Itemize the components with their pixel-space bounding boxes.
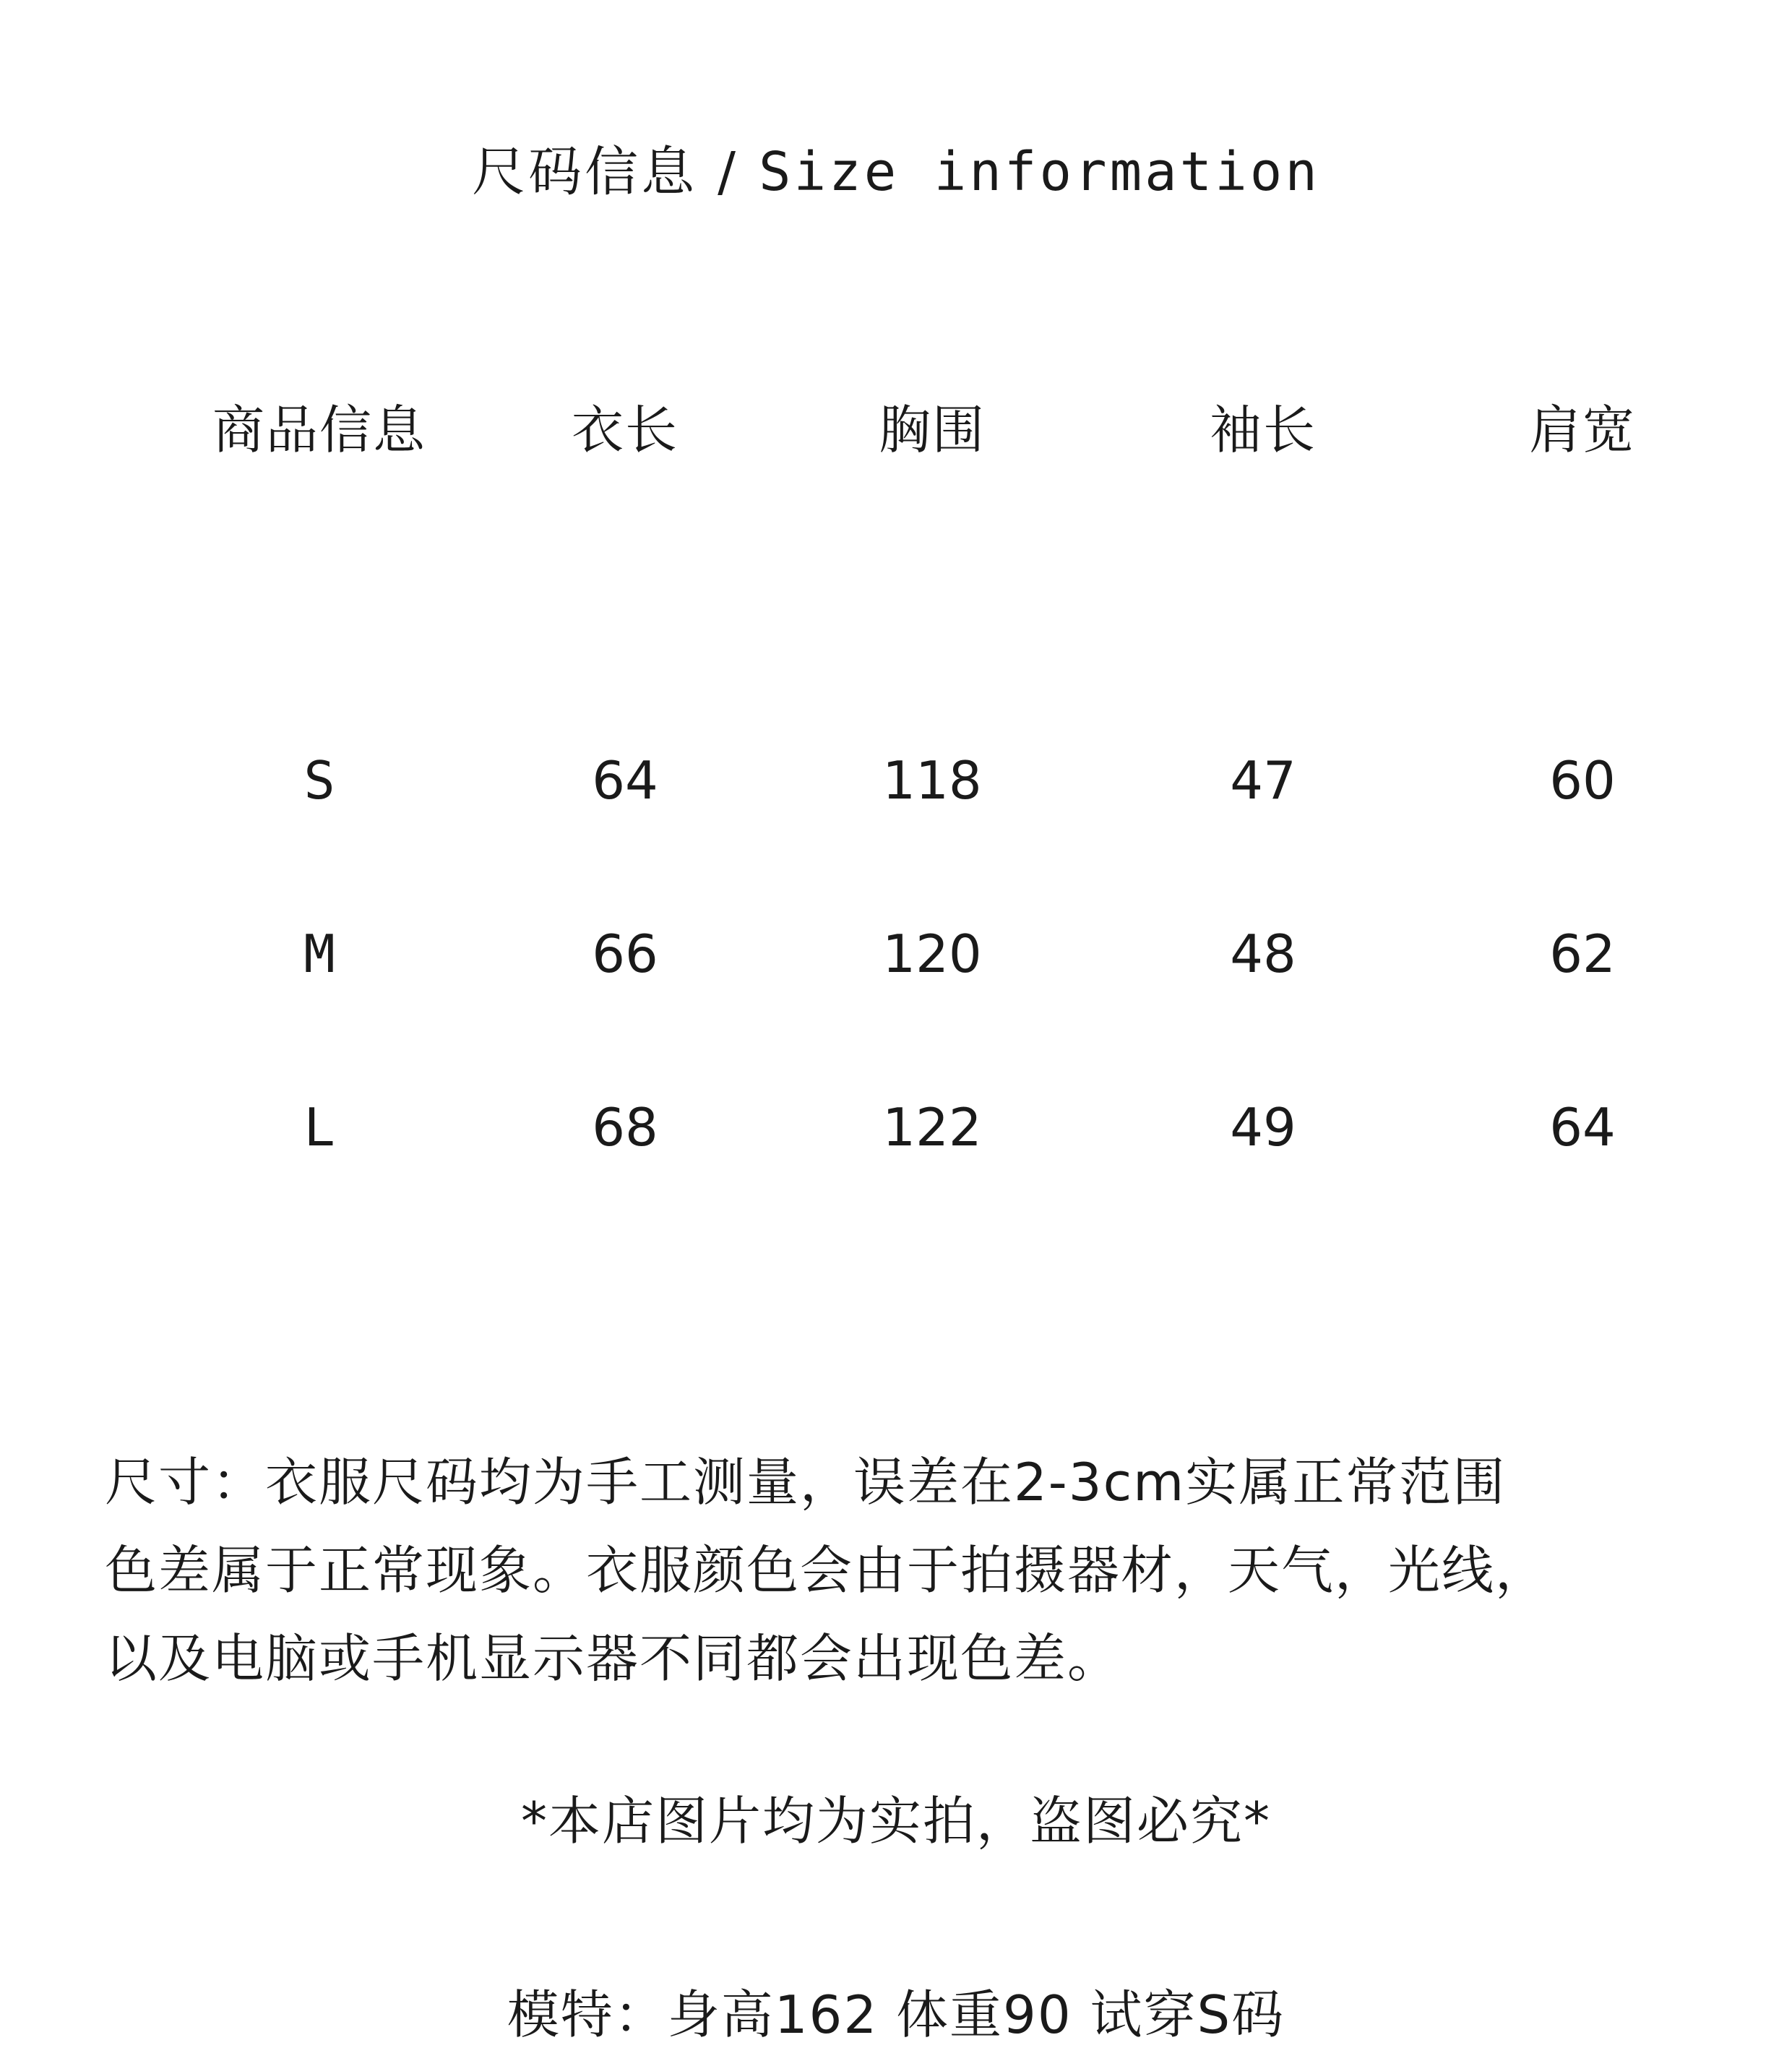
title-separator: / (718, 141, 739, 203)
copyright-warning: *本店图片均为实拍，盗图必究* (520, 1791, 1271, 1851)
title-cn: 尺码信息 (472, 141, 698, 203)
row-m-chest: 120 (882, 924, 982, 984)
header-length: 衣长 (571, 400, 679, 460)
row-s-size: S (303, 750, 335, 811)
page-title (0, 136, 1792, 208)
model-info: 模特：身高162 体重90 试穿S码 (507, 1984, 1285, 2045)
row-l-length: 68 (592, 1097, 658, 1158)
header-product-info: 商品信息 (212, 400, 426, 460)
note-line-2: 色差属于正常现象。衣服颜色会由于拍摄器材，天气，光线， (105, 1540, 1549, 1601)
header-sleeve: 袖长 (1209, 400, 1317, 460)
row-s-shoulder: 60 (1549, 750, 1616, 811)
title-en: Size information (759, 141, 1320, 203)
row-s-chest: 118 (882, 750, 982, 811)
note-line-3: 以及电脑或手机显示器不同都会出现色差。 (105, 1628, 1121, 1689)
row-l-shoulder: 64 (1549, 1097, 1616, 1158)
measurement-note (105, 1438, 1731, 1703)
row-m-sleeve: 48 (1230, 924, 1296, 984)
row-m-size: M (303, 924, 335, 984)
note-line-1: 尺寸：衣服尺码均为手工测量，误差在2-3cm实属正常范围 (105, 1452, 1507, 1513)
header-chest: 胸围 (878, 400, 986, 460)
row-l-sleeve: 49 (1230, 1097, 1296, 1158)
row-l-size: L (303, 1097, 335, 1158)
row-s-length: 64 (592, 750, 658, 811)
header-shoulder: 肩宽 (1528, 400, 1636, 460)
row-m-shoulder: 62 (1549, 924, 1616, 984)
row-s-sleeve: 47 (1230, 750, 1296, 811)
row-l-chest: 122 (882, 1097, 982, 1158)
model-info-container (0, 1964, 1792, 2061)
row-m-length: 66 (592, 924, 658, 984)
